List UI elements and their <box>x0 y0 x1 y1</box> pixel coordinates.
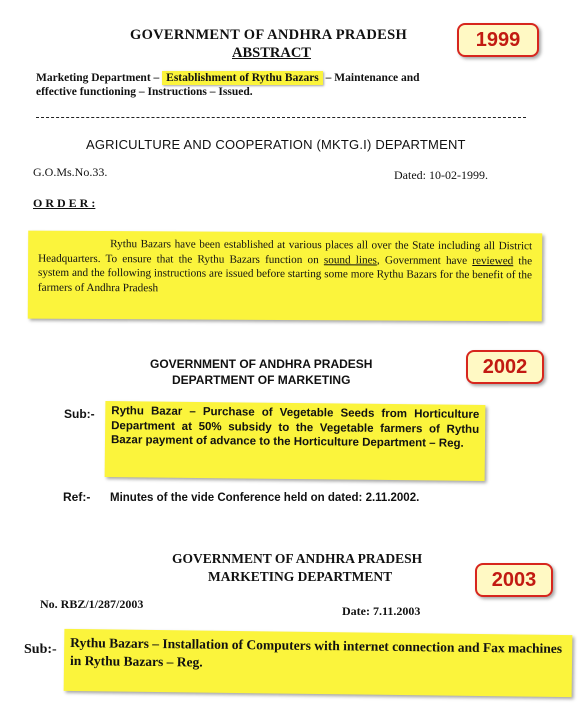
doc2002-ref-text: Minutes of the vide Conference held on dated: 2.11.2002. <box>110 492 420 504</box>
doc1999-subject-highlight: Establishment of Rythu Bazars <box>162 71 323 85</box>
doc1999-divider <box>36 117 526 118</box>
doc1999-order-text-2: , Government have <box>376 253 473 267</box>
doc2003-date: Date: 7.11.2003 <box>342 604 421 618</box>
doc1999-order-box <box>28 231 542 322</box>
doc1999-dated: Dated: 10-02-1999. <box>394 168 488 182</box>
doc2002-sub-box <box>105 401 486 481</box>
doc1999-subject-pre: Marketing Department – <box>36 72 160 84</box>
year-badge-1999: 1999 <box>457 23 539 57</box>
doc2002-department: DEPARTMENT OF MARKETING <box>172 373 351 387</box>
year-badge-2002: 2002 <box>466 350 544 384</box>
doc2002-gov-title: GOVERNMENT OF ANDHRA PRADESH <box>150 357 373 371</box>
doc1999-abstract: ABSTRACT <box>232 45 311 61</box>
doc2002-sub-text: Rythu Bazar – Purchase of Vegetable Seeds from Horticulture Department at 50% subsidy to the Vegetable farmers of Rythu Bazar payment of advance to the Horticulture Department – Reg. <box>110 405 480 450</box>
doc1999-order-text-reviewed: reviewed <box>472 254 514 267</box>
doc1999-go-number: G.O.Ms.No.33. <box>33 165 108 179</box>
doc1999-department: AGRICULTURE AND COOPERATION (MKTG.I) DEPARTMENT <box>86 137 466 152</box>
doc2003-department: MARKETING DEPARTMENT <box>208 569 393 584</box>
doc2002-sub-label: Sub:- <box>64 407 95 421</box>
doc2003-sub-box <box>64 629 573 697</box>
doc2003-gov-title: GOVERNMENT OF ANDHRA PRADESH <box>172 551 423 566</box>
doc1999-gov-title: GOVERNMENT OF ANDHRA PRADESH <box>130 27 408 43</box>
doc2002-ref-label: Ref:- <box>63 490 91 504</box>
doc1999-subject-line2: effective functioning – Instructions – Issued. <box>36 86 253 98</box>
doc1999-order-text-3: the system and the following instructions are issued before starting some more Rythu Bazars for the benefit of the farmers of Andhra Pradesh <box>37 254 533 294</box>
doc2003-sub-label: Sub:- <box>24 642 57 657</box>
doc2003-number: No. RBZ/1/287/2003 <box>40 597 144 611</box>
doc2003-sub-text: Rythu Bazars – Installation of Computers with internet connection and Fax machines in Rythu Bazars – Reg. <box>69 634 563 670</box>
year-badge-2003: 2003 <box>475 563 553 597</box>
doc1999-order-text <box>28 231 542 298</box>
doc1999-order-text-sound: sound lines <box>323 253 377 266</box>
doc1999-order-heading: O R D E R : <box>33 196 96 210</box>
doc1999-subject <box>36 71 526 99</box>
doc1999-subject-post: – Maintenance and <box>325 72 420 84</box>
doc1999-order-text-1: Rythu Bazars have been established at various places all over the State including all District Headquarters. To ensure that the Rythu Bazars function on <box>38 238 533 266</box>
